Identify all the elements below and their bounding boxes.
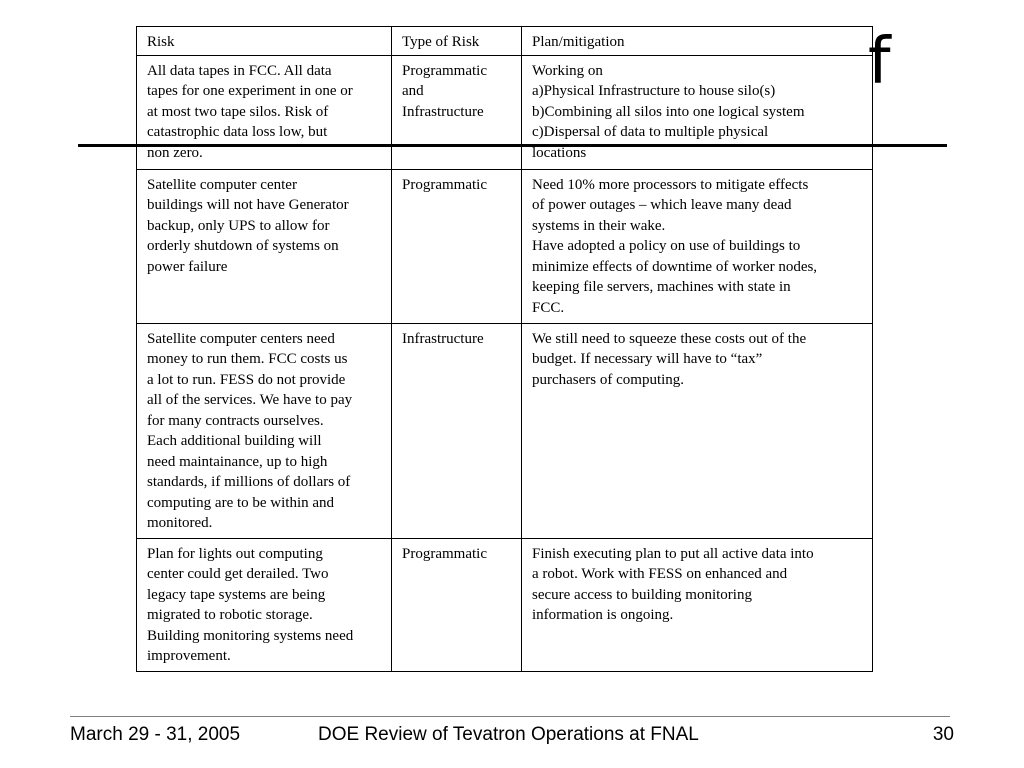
risk-table <box>136 26 873 672</box>
risk-text: Plan for lights out computing center could get derailed. Two legacy tape systems are being migrated to robotic storage. Building monitoring systems need improvement. <box>147 545 354 664</box>
header-risk: Risk <box>137 27 392 56</box>
risk-text: Satellite computer center buildings will not have Generator backup, only UPS to allow for orderly shutdown of systems on power failure <box>147 176 349 275</box>
plan-cell <box>522 323 873 538</box>
footer-date: March 29 - 31, 2005 <box>70 724 241 745</box>
plan-text: We still need to squeeze these costs out of the budget. If necessary will have to “tax” purchasers of computing. <box>532 330 807 388</box>
plan-cell <box>522 538 873 671</box>
plan-cell <box>522 169 873 323</box>
header-plan-mitigation: Plan/mitigation <box>522 27 873 56</box>
plan-text: Finish executing plan to put all active data into a robot. Work with FESS on enhanced and secure access to building monitoring information is ongoing. <box>532 545 814 623</box>
risk-cell <box>137 169 392 323</box>
type-text: Programmatic <box>402 545 487 562</box>
table-row <box>137 169 873 323</box>
type-text: Programmatic <box>402 176 487 193</box>
plan-text: Working on a)Physical Infrastructure to house silo(s) b)Combining all silos into one logical system c)Dispersal of data to multiple physical locations <box>532 62 805 161</box>
footer-rule <box>70 716 950 717</box>
plan-cell <box>522 55 873 169</box>
footer-title: DOE Review of Tevatron Operations at FNAL <box>318 724 699 745</box>
table-row <box>137 538 873 671</box>
type-cell <box>392 538 522 671</box>
type-cell <box>392 323 522 538</box>
table-header-row <box>137 27 873 56</box>
type-text: Infrastructure <box>402 330 484 347</box>
risk-cell <box>137 323 392 538</box>
type-cell <box>392 55 522 169</box>
risk-cell <box>137 55 392 169</box>
table-row <box>137 323 873 538</box>
type-cell <box>392 169 522 323</box>
risk-text: Satellite computer centers need money to run them. FCC costs us a lot to run. FESS do not provide all of the services. We have to pay for many contracts ourselves. Each additional building will need maintainance, up to high standards, if millions of dollars of computing are to be within and monitored. <box>147 330 353 531</box>
fermilab-logo: f <box>868 25 891 99</box>
table-row <box>137 55 873 169</box>
type-text: Programmatic and Infrastructure <box>402 62 487 120</box>
risk-cell <box>137 538 392 671</box>
plan-text: Need 10% more processors to mitigate effects of power outages – which leave many dead systems in their wake. Have adopted a policy on use of buildings to minimize effects of downtime of worker nodes, keeping file servers, machines with state in FCC. <box>532 176 818 316</box>
page-number: 30 <box>932 724 954 745</box>
header-type-of-risk: Type of Risk <box>392 27 522 56</box>
risk-text: All data tapes in FCC. All data tapes for one experiment in one or at most two tape silos. Risk of catastrophic data loss low, but non zero. <box>147 62 353 161</box>
